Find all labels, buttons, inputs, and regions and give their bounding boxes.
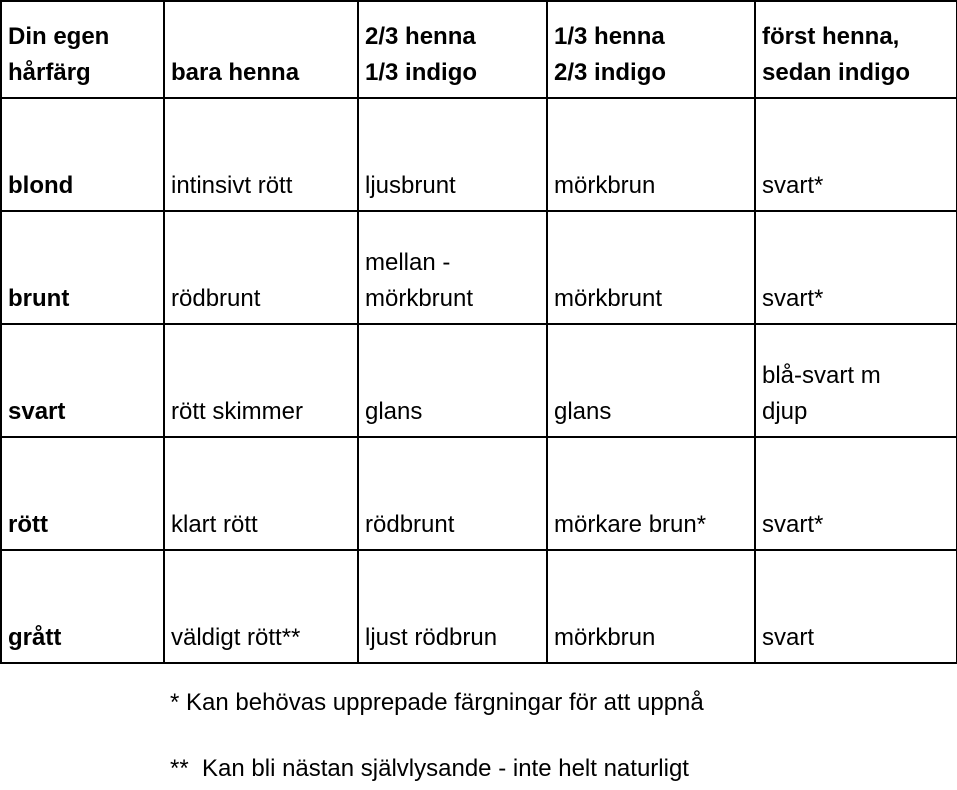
table-cell: svart* xyxy=(755,98,957,211)
table-row xyxy=(1,550,957,663)
table-cell: svart* xyxy=(755,211,957,324)
header-own-hair-color: Din egen hårfärg xyxy=(1,1,164,98)
header-two-thirds-henna: 2/3 henna 1/3 indigo xyxy=(358,1,547,98)
table-cell: väldigt rött** xyxy=(164,550,358,663)
table-cell: glans xyxy=(358,324,547,437)
row-label-blond: blond xyxy=(1,98,164,211)
table-cell: ljust rödbrun xyxy=(358,550,547,663)
header-row xyxy=(1,1,957,98)
row-label-svart: svart xyxy=(1,324,164,437)
table-cell: svart* xyxy=(755,437,957,550)
table-cell: mellan - mörkbrunt xyxy=(358,211,547,324)
table-cell: glans xyxy=(547,324,755,437)
table-cell: mörkbrun xyxy=(547,550,755,663)
table-cell: klart rött xyxy=(164,437,358,550)
table-cell: mörkare brun* xyxy=(547,437,755,550)
table-cell: rött skimmer xyxy=(164,324,358,437)
header-only-henna: bara henna xyxy=(164,1,358,98)
row-label-rott: rött xyxy=(1,437,164,550)
table-row xyxy=(1,211,957,324)
table-cell: svart xyxy=(755,550,957,663)
table-row xyxy=(1,437,957,550)
table-cell: mörkbrunt xyxy=(547,211,755,324)
header-one-third-henna: 1/3 henna 2/3 indigo xyxy=(547,1,755,98)
table-cell: intinsivt rött xyxy=(164,98,358,211)
table-cell: rödbrunt xyxy=(358,437,547,550)
table-cell: blå-svart m djup xyxy=(755,324,957,437)
table-cell: rödbrunt xyxy=(164,211,358,324)
header-henna-then-indigo: först henna, sedan indigo xyxy=(755,1,957,98)
row-label-brunt: brunt xyxy=(1,211,164,324)
table-row xyxy=(1,98,957,211)
footnote-double-asterisk: ** Kan bli nästan självlysande - inte helt naturligt xyxy=(170,755,689,782)
table-cell: mörkbrun xyxy=(547,98,755,211)
footnote-single-asterisk: * Kan behövas upprepade färgningar för att uppnå xyxy=(170,689,704,716)
table-cell: ljusbrunt xyxy=(358,98,547,211)
row-label-gratt: grått xyxy=(1,550,164,663)
table-row xyxy=(1,324,957,437)
